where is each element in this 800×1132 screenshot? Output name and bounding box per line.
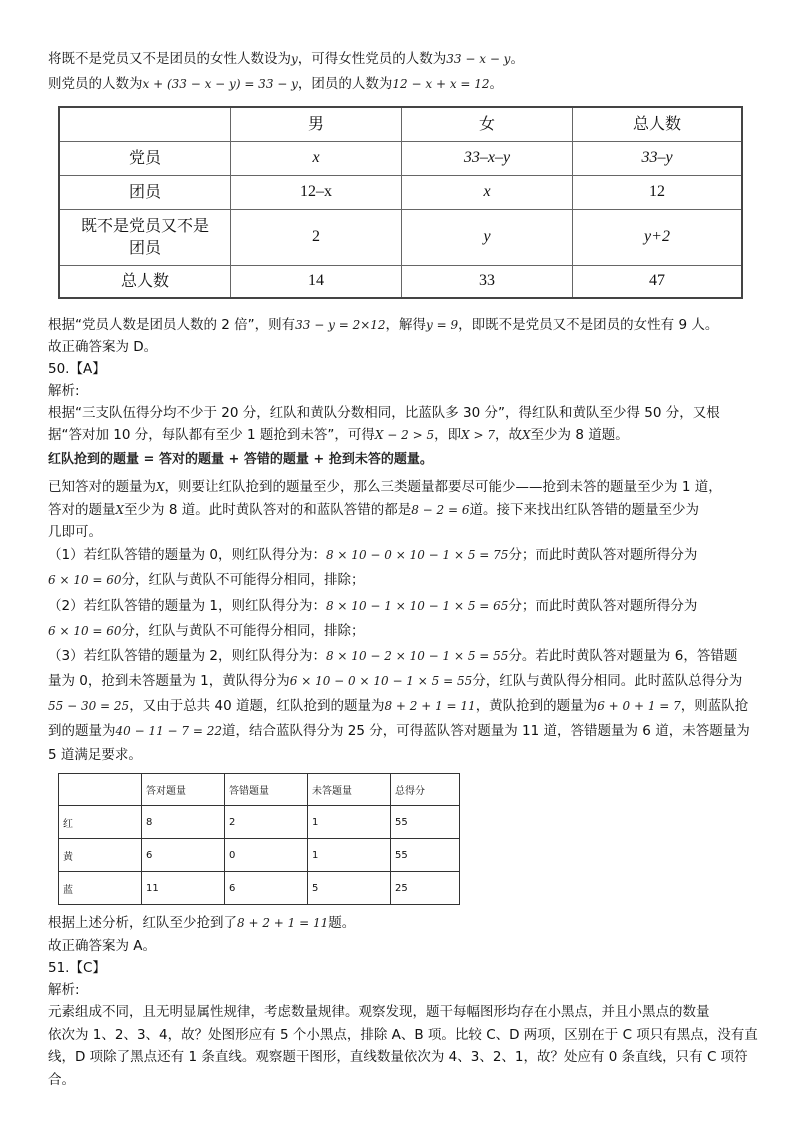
table-cell: 5 — [308, 872, 391, 905]
math-expression: y — [291, 52, 298, 66]
text-line: 故正确答案为 D。 — [48, 339, 158, 355]
table-header-row — [59, 107, 742, 141]
table-cell: 33 — [402, 265, 573, 298]
table-cell: 55 — [391, 839, 460, 872]
table-header-cell: 答错题量 — [225, 774, 308, 806]
table-cell: 14 — [231, 265, 402, 298]
math-expression: 8 × 10 − 0 × 10 − 1 × 5 = 75 — [325, 548, 509, 562]
text-line: 到的题量为40 − 11 − 7 = 22道，结合蓝队得分为 25 分，可得蓝队答对题量为 11 道，答错题量为 6 道，未答题量为 — [48, 723, 750, 739]
math-expression: 8 + 2 + 1 = 11 — [384, 699, 476, 713]
formula-line: 红队抢到的题量 = 答对的题量 + 答错的题量 + 抢到未答的题量。 — [48, 452, 433, 467]
party-member-table — [58, 106, 743, 299]
table-row — [59, 839, 460, 872]
text-line: 故正确答案为 A。 — [48, 938, 157, 954]
math-expression: 8 − 2 = 6 — [411, 503, 470, 517]
table-header-cell: 总人数 — [573, 107, 743, 141]
math-expression: 12 − x + x = 12 — [392, 77, 490, 91]
table-row — [59, 806, 460, 839]
question-number: 50.【A】 — [48, 361, 106, 377]
math-expression: X — [115, 503, 125, 517]
math-expression: 40 − 11 − 7 = 22 — [115, 724, 222, 738]
table-row — [59, 175, 742, 209]
table-cell: 33–y — [573, 141, 743, 175]
table-header-cell: 女 — [402, 107, 573, 141]
table-header-cell: 未答题量 — [308, 774, 391, 806]
table-cell: y+2 — [573, 209, 743, 265]
text-line: 根据上述分析，红队至少抢到了8 + 2 + 1 = 11题。 — [48, 915, 356, 931]
table-cell: 1 — [308, 839, 391, 872]
math-expression: X — [156, 480, 165, 494]
table-cell — [59, 107, 231, 141]
math-expression: y = 9 — [426, 318, 459, 332]
table-header-cell: 总得分 — [391, 774, 460, 806]
table-cell: 12–x — [231, 175, 402, 209]
math-expression: 6 × 10 = 60 — [48, 624, 122, 638]
math-expression: 6 + 0 + 1 = 7 — [597, 699, 681, 713]
row-label: 总人数 — [59, 265, 231, 298]
table-cell: 1 — [308, 806, 391, 839]
table-cell: 0 — [225, 839, 308, 872]
text-line: 6 × 10 = 60分，红队与黄队不可能得分相同，排除； — [48, 623, 365, 639]
text-line: 已知答对的题量为X，则要让红队抢到的题量至少，那么三类题量都要尽可能少——抢到未答的题量至少为 1 道， — [48, 479, 722, 495]
table-row — [59, 209, 742, 265]
text-line: 合。 — [48, 1072, 75, 1088]
team-score-table — [58, 773, 460, 905]
text-line: 线，D 项除了黑点还有 1 条直线。观察题干图形，直线数量依次为 4、3、2、1，故？处应有 0 条直线，只有 C 项符 — [48, 1049, 748, 1065]
table-cell: 55 — [391, 806, 460, 839]
text-line: 5 道满足要求。 — [48, 747, 142, 763]
table-cell: 33–x–y — [402, 141, 573, 175]
text-line: 据“答对加 10 分，每队都有至少 1 题抢到未答”，可得X − 2 > 5，即X > 7，故X至少为 8 道题。 — [48, 427, 629, 443]
text-line: 将既不是党员又不是团员的女性人数设为y，可得女性党员的人数为33 − x − y。 — [48, 51, 524, 67]
table-row — [59, 265, 742, 298]
table-cell: 25 — [391, 872, 460, 905]
text-line: 则党员的人数为x + (33 − x − y) = 33 − y，团员的人数为12 − x + x = 12。 — [48, 76, 504, 92]
math-expression: X — [521, 428, 531, 442]
table-cell: 11 — [142, 872, 225, 905]
table-header-cell: 男 — [231, 107, 402, 141]
table-cell: 12 — [573, 175, 743, 209]
text-line: 元素组成不同，且无明显属性规律，考虑数量规律。观察发现，题干每幅图形均存在小黑点，并且小黑点的数量 — [48, 1004, 710, 1020]
table-cell: 2 — [231, 209, 402, 265]
text-line: （1）若红队答错的题量为 0，则红队得分为：8 × 10 − 0 × 10 − 1 × 5 = 75分；而此时黄队答对题所得分为 — [48, 547, 698, 563]
math-expression: 33 − y = 2×12 — [295, 318, 386, 332]
text-line: 量为 0，抢到未答题量为 1，黄队得分为6 × 10 − 0 × 10 − 1 × 5 = 55分，红队与黄队得分相同。此时蓝队总得分为 — [48, 673, 743, 689]
math-expression: 6 × 10 = 60 — [48, 573, 122, 587]
text-line: 解析: — [48, 383, 80, 399]
table-header-cell: 答对题量 — [142, 774, 225, 806]
table-cell — [59, 774, 142, 806]
table-cell: 6 — [142, 839, 225, 872]
table-cell: 47 — [573, 265, 743, 298]
row-label: 团员 — [59, 175, 231, 209]
text-line: 依次为 1、2、3、4，故？处图形应有 5 个小黑点，排除 A、B 项。比较 C、D 两项，区别在于 C 项只有黑点，没有直 — [48, 1027, 758, 1043]
question-number: 51.【C】 — [48, 960, 106, 976]
math-expression: 8 + 2 + 1 = 11 — [237, 916, 329, 930]
text-line: （3）若红队答错的题量为 2，则红队得分为：8 × 10 − 2 × 10 − 1 × 5 = 55分。若此时黄队答对题量为 6，答错题 — [48, 648, 738, 664]
row-label: 党员 — [59, 141, 231, 175]
row-label: 既不是党员又不是 团员 — [59, 209, 231, 265]
math-expression: 8 × 10 − 2 × 10 − 1 × 5 = 55 — [325, 649, 509, 663]
math-expression: 8 × 10 − 1 × 10 − 1 × 5 = 65 — [325, 599, 509, 613]
table-cell: 2 — [225, 806, 308, 839]
table-cell: 8 — [142, 806, 225, 839]
table-row — [59, 872, 460, 905]
text-line: 根据“三支队伍得分均不少于 20 分，红队和黄队分数相同，比蓝队多 30 分”，得红队和黄队至少得 50 分，又根 — [48, 405, 720, 421]
table-cell: x — [402, 175, 573, 209]
row-label: 红 — [59, 806, 142, 839]
row-label: 蓝 — [59, 872, 142, 905]
text-line: 根据“党员人数是团员人数的 2 倍”，则有33 − y = 2×12，解得y = 9，即既不是党员又不是团员的女性有 9 人。 — [48, 317, 719, 333]
text-line: 6 × 10 = 60分，红队与黄队不可能得分相同，排除； — [48, 572, 365, 588]
math-expression: 6 × 10 − 0 × 10 − 1 × 5 = 55 — [289, 674, 473, 688]
math-expression: X > 7 — [461, 428, 495, 442]
table-cell: 6 — [225, 872, 308, 905]
text-line: 答对的题量X至少为 8 道。此时黄队答对的和蓝队答错的都是8 − 2 = 6道。接下来找出红队答错的题量至少为 — [48, 502, 699, 518]
math-expression: 55 − 30 = 25 — [48, 699, 130, 713]
text-line: （2）若红队答错的题量为 1，则红队得分为：8 × 10 − 1 × 10 − 1 × 5 = 65分；而此时黄队答对题所得分为 — [48, 598, 698, 614]
math-expression: x + (33 − x − y) = 33 − y — [142, 77, 298, 91]
table-cell: x — [231, 141, 402, 175]
table-header-row — [59, 774, 460, 806]
text-line: 几即可。 — [48, 524, 102, 540]
text-line: 55 − 30 = 25，又由于总共 40 道题，红队抢到的题量为8 + 2 + 1 = 11，黄队抢到的题量为6 + 0 + 1 = 7，则蓝队抢 — [48, 698, 749, 714]
math-expression: X − 2 > 5 — [374, 428, 435, 442]
table-cell: y — [402, 209, 573, 265]
row-label: 黄 — [59, 839, 142, 872]
math-expression: 33 − x − y — [446, 52, 511, 66]
text-line: 解析: — [48, 982, 80, 998]
table-row — [59, 141, 742, 175]
